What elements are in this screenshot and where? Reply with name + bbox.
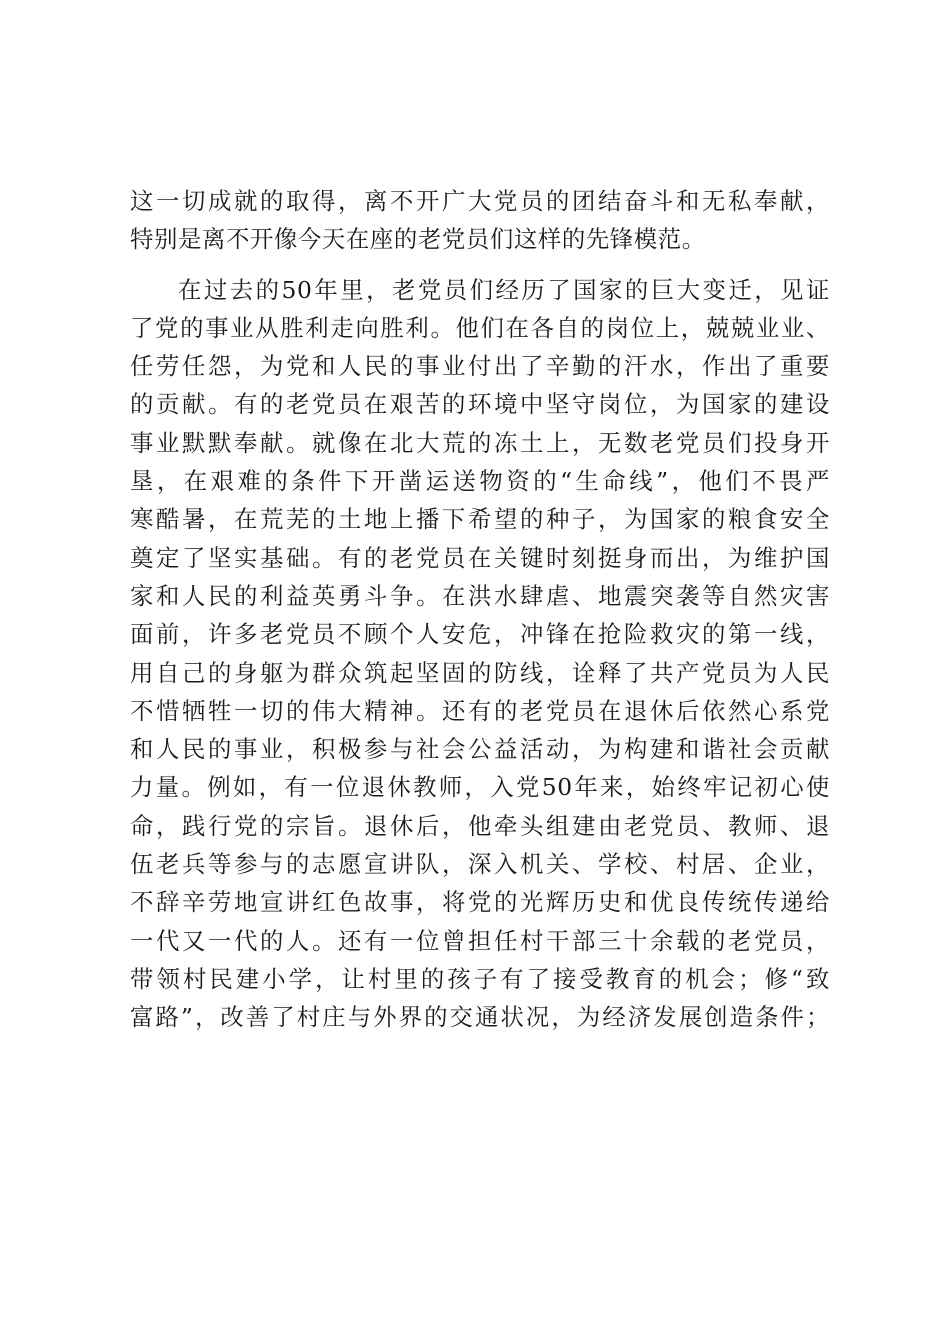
- text-line: 奠定了坚实基础。有的老党员在关键时刻挺身而出，为维护国: [130, 543, 830, 572]
- text-line: 和人民的事业，积极参与社会公益活动，为构建和谐社会贡献: [130, 735, 830, 764]
- text-line: 在过去的50年里，老党员们经历了国家的巨大变迁，见证: [178, 275, 830, 304]
- paragraph-spacing: [130, 259, 830, 271]
- paragraph-main: [130, 271, 830, 1037]
- text-line: 特别是离不开像今天在座的老党员们这样的先锋模范。: [130, 225, 706, 254]
- text-line: 一代又一代的人。还有一位曾担任村干部三十余载的老党员，: [130, 926, 830, 955]
- text-line: 的贡献。有的老党员在艰苦的环境中坚守岗位，为国家的建设: [130, 390, 830, 419]
- text-line: 垦，在艰难的条件下开凿运送物资的“生命线”，他们不畏严: [130, 467, 830, 496]
- text-line: 命，践行党的宗旨。退休后，他牵头组建由老党员、教师、退: [130, 811, 830, 840]
- text-line: 带领村民建小学，让村里的孩子有了接受教育的机会；修“致: [130, 964, 830, 993]
- text-line: 用自己的身躯为群众筑起坚固的防线，诠释了共产党员为人民: [130, 658, 830, 687]
- text-line: 家和人民的利益英勇斗争。在洪水肆虐、地震突袭等自然灾害: [130, 581, 830, 610]
- text-line: 伍老兵等参与的志愿宣讲队，深入机关、学校、村居、企业，: [130, 850, 830, 879]
- text-line: 任劳任怨，为党和人民的事业付出了辛勤的汗水，作出了重要: [130, 352, 830, 381]
- body-text: [130, 182, 830, 1037]
- text-line: 这一切成就的取得，离不开广大党员的团结奋斗和无私奉献，: [130, 187, 830, 215]
- text-line: 富路”，改善了村庄与外界的交通状况，为经济发展创造条件；: [130, 1003, 830, 1032]
- text-line: 不辞辛劳地宣讲红色故事，将党的光辉历史和优良传统传递给: [130, 888, 830, 917]
- text-line: 面前，许多老党员不顾个人安危，冲锋在抢险救灾的第一线，: [130, 620, 830, 649]
- text-line: 不惜牺牲一切的伟大精神。还有的老党员在退休后依然心系党: [130, 696, 830, 725]
- text-line: 事业默默奉献。就像在北大荒的冻土上，无数老党员们投身开: [130, 428, 830, 457]
- text-line: 寒酷暑，在荒芜的土地上播下希望的种子，为国家的粮食安全: [130, 505, 830, 534]
- text-line: 了党的事业从胜利走向胜利。他们在各自的岗位上，兢兢业业、: [130, 313, 830, 342]
- text-line: 力量。例如，有一位退休教师，入党50年来，始终牢记初心使: [130, 773, 830, 802]
- paragraph-continuation: [130, 182, 830, 259]
